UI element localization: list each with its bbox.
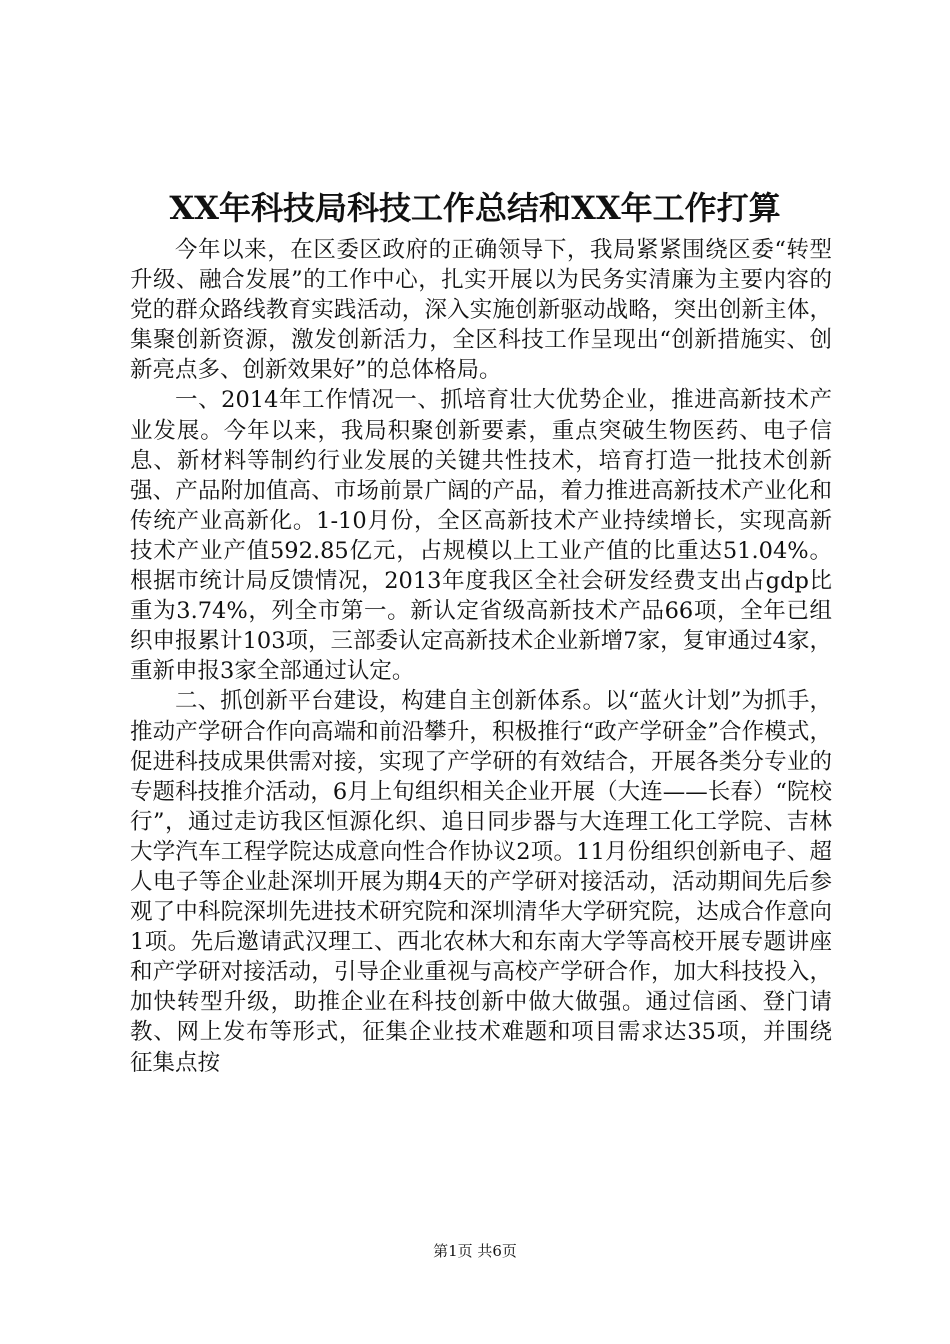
paragraph-section-two: 二、抓创新平台建设，构建自主创新体系。以“蓝火计划”为抓手，推动产学研合作向高端和前沿攀升，积极推行“政产学研金”合作模式，促进科技成果供需对接，实现了产学研的有效结合，开展各类分专业的专题科技推介活动，6月上旬组织相关企业开展（大连——长春）“院校行”，通过走访我区恒源化织、追日同步器与大连理工化工学院、吉林大学汽车工程学院达成意向性合作协议2项。11月份组织创新电子、超人电子等企业赴深圳开展为期4天的产学研对接活动，活动期间先后参观了中科院深圳先进技术研究院和深圳清华大学研究院，达成合作意向1项。先后邀请武汉理工、西北农林大和东南大学等高校开展专题讲座和产学研对接活动，引导企业重视与高校产学研合作，加大科技投入，加快转型升级，助推企业在科技创新中做大做强。通过信函、登门请教、网上发布等形式，征集企业技术难题和项目需求达35项，并围绕征集点按 (130, 688, 832, 1076)
document-title: XX年科技局科技工作总结和XX年工作打算 (169, 189, 781, 227)
paragraph-section-one: 一、2014年工作情况一、抓培育壮大优势企业，推进高新技术产业发展。今年以来，我局积聚创新要素，重点突破生物医药、电子信息、新材料等制约行业发展的关键共性技术，培育打造一批技术创新强、产品附加值高、市场前景广阔的产品，着力推进高新技术产业化和传统产业高新化。1-10月份，全区高新技术产业持续增长，实现高新技术产业产值592.85亿元，占规模以上工业产值的比重达51.04%。根据市统计局反馈情况，2013年度我区全社会研发经费支出占gdp比重为3.74%，列全市第一。新认定省级高新技术产品66项，全年已组织申报累计103项，三部委认定高新技术企业新增7家，复审通过4家，重新申报3家全部通过认定。 (130, 387, 832, 685)
paragraph-intro: 今年以来，在区委区政府的正确领导下，我局紧紧围绕区委“转型升级、融合发展”的工作中心，扎实开展以为民务实清廉为主要内容的党的群众路线教育实践活动，深入实施创新驱动战略，突出创新主体，集聚创新资源，激发创新活力，全区科技工作呈现出“创新措施实、创新亮点多、创新效果好”的总体格局。 (130, 237, 832, 384)
document-body (130, 235, 832, 1078)
page-footer: 第1页 共6页 (433, 1242, 517, 1260)
